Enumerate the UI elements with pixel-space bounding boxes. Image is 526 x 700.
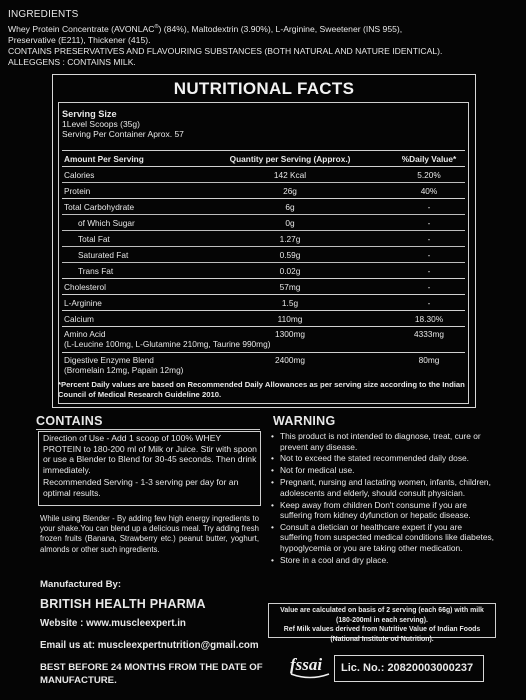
bullet-icon: • <box>271 465 274 476</box>
license-number: Lic. No.: 20820003000237 <box>341 662 474 674</box>
ingredients-line-3: CONTAINS PRESERVATIVES AND FLAVOURING SUBSTANCES (BOTH NATURAL AND NATURE IDENTICAL). <box>8 46 443 57</box>
nutrient-name: Total Carbohydrate <box>64 202 135 212</box>
warning-list <box>271 431 495 567</box>
ingredients-title: INGREDIENTS <box>8 9 79 20</box>
table-row <box>62 310 465 327</box>
table-row <box>62 198 465 215</box>
nutrient-name: L-Arginine <box>64 298 102 308</box>
bullet-icon: • <box>271 453 274 464</box>
warning-title: WARNING <box>273 414 336 428</box>
nutrient-dv: 5.20% <box>417 170 441 180</box>
header-amount: Amount Per Serving <box>64 154 144 164</box>
header-daily-value: %Daily Value* <box>401 154 457 164</box>
nutrient-dv: - <box>427 250 431 260</box>
directions-text: Direction of Use - Add 1 scoop of 100% WHEY PROTEIN to 180-200 ml of Milk or Juice. Stir with spoon or use a Blender to Blend for 30-45 seconds. Then drink immediately. <box>43 433 257 475</box>
nutrient-name: Total Fat <box>78 234 110 244</box>
nutrient-dv: 40% <box>420 186 438 196</box>
bullet-icon: • <box>271 499 274 510</box>
nutrient-qty: 1300mg <box>275 329 305 339</box>
calculation-note: Value are calculated on basis of 2 serving (each 66g) with milk (180-200ml in each serving). Ref Milk values derived from Nutritive Value of Indian Foods (National Institute od Nutrition). <box>280 607 484 643</box>
bullet-icon: • <box>271 554 274 565</box>
calculation-note-box <box>268 603 496 643</box>
nutrition-facts-title: NUTRITIONAL FACTS <box>173 79 355 98</box>
servings-per-container: Serving Per Container Aprox. 57 <box>62 129 184 140</box>
website-text: Website : www.muscleexpert.in <box>40 618 186 629</box>
nutrition-facts-panel <box>52 74 476 408</box>
nutrient-sub: (Bromelain 12mg, Papain 12mg) <box>64 365 184 375</box>
nutrient-qty: 110mg <box>277 314 303 324</box>
license-number-box <box>334 655 484 682</box>
list-item: • Pregnant, nursing and lactating women, infants, children, adolescents and elderly, should consult physician. <box>271 477 491 498</box>
nutrient-dv: 4333mg <box>414 329 444 339</box>
ingredients-line-4: ALLEGGENS : CONTAINS MILK. <box>8 57 136 68</box>
table-row <box>62 214 465 231</box>
table-row <box>62 294 465 311</box>
recommended-serving: Recommended Serving - 1-3 serving per day for an optimal results. <box>43 477 239 498</box>
nutrient-qty: 26g <box>283 186 297 196</box>
list-item: • Not for medical use. <box>271 465 355 476</box>
nutrient-sub: (L-Leucine 100mg, L-Glutamine 210mg, Taurine 990mg) <box>64 339 271 349</box>
nutrient-name: Calories <box>64 170 95 180</box>
table-row <box>62 352 465 378</box>
nutrient-qty: 0g <box>285 218 295 228</box>
table-row <box>62 262 465 279</box>
list-item: • Consult a dietician or healthcare expert if you are suffering from suspected medical conditions like diabetes, hypoglycemia or you are taking other medication. <box>271 521 494 553</box>
nutrient-dv: 18.30% <box>414 314 444 324</box>
serving-info <box>62 106 465 151</box>
list-item: • Not to exceed the stated recommended daily dose. <box>271 453 470 464</box>
table-header-row <box>62 150 465 167</box>
nutrient-name: Digestive Enzyme Blend <box>64 355 154 365</box>
email-text: Email us at: muscleexpertnutrition@gmail.com <box>40 640 259 651</box>
nutrient-dv: - <box>427 282 431 292</box>
nutrient-dv: - <box>427 202 431 212</box>
nutrient-name: Trans Fat <box>78 266 114 276</box>
nutrient-name: Cholesterol <box>64 282 106 292</box>
nutrient-name: of Which Sugar <box>78 218 135 228</box>
nutrient-qty: 6g <box>285 202 295 212</box>
nutrient-dv: - <box>427 218 431 228</box>
nutrient-qty: 142 Kcal <box>273 170 307 180</box>
bullet-icon: • <box>271 521 274 532</box>
table-row <box>62 326 465 353</box>
contains-title: CONTAINS <box>36 414 260 430</box>
serving-size: 1Level Scoops (35g) <box>62 119 140 130</box>
nutrient-qty: 1.27g <box>279 234 301 244</box>
table-row <box>62 246 465 263</box>
ingredients-text <box>8 22 518 69</box>
serving-size-label: Serving Size <box>62 109 117 119</box>
manufactured-by-label: Manufactured By: <box>40 579 122 590</box>
fssai-logo <box>289 651 331 686</box>
nutrient-dv: - <box>427 298 431 308</box>
blender-tips: While using Blender - By adding few high energy ingredients to your shake.You can blend up a delicious meal. Try adding fresh frozen fruits (Banana, Strawberry etc.) peanut butter, yoghurt, almonds or other such ingredients. <box>40 514 259 554</box>
nutrient-name: Amino Acid <box>64 329 106 339</box>
bullet-icon: • <box>271 477 274 488</box>
nutrient-name: Saturated Fat <box>78 250 129 260</box>
nutrient-dv: - <box>427 266 431 276</box>
table-row <box>62 278 465 295</box>
nutrient-qty: 1.5g <box>281 298 299 308</box>
nutrient-qty: 0.59g <box>279 250 301 260</box>
svg-text:fssai: fssai <box>290 655 323 674</box>
table-row <box>62 166 465 183</box>
header-quantity: Quantity per Serving (Approx.) <box>229 154 351 164</box>
nutrient-qty: 2400mg <box>275 355 305 365</box>
nutrient-qty: 0.02g <box>279 266 301 276</box>
company-name: BRITISH HEALTH PHARMA <box>40 597 206 611</box>
list-item: • Store in a cool and dry place. <box>271 554 389 565</box>
nutrition-facts-table <box>58 102 469 404</box>
list-item: • Keep away from children Don't consume if you are suffering from kidney dyfunction or hepatic disease. <box>271 499 471 521</box>
bullet-icon: • <box>271 431 274 441</box>
nutrient-dv: - <box>427 234 431 244</box>
directions-box <box>38 431 261 506</box>
ingredients-line-1: Whey Protein Concentrate (AVONLAC®) (84%), Maltodextrin (3.90%), L-Arginine, Sweetener (INS 955), <box>8 23 403 34</box>
nutrient-qty: 57mg <box>279 282 301 292</box>
best-before-text: BEST BEFORE 24 MONTHS FROM THE DATE OF MANUFACTURE. <box>40 662 263 686</box>
nutrient-name: Protein <box>64 186 91 196</box>
list-item: • This product is not intended to diagnose, treat, cure or prevent any disease. <box>271 431 481 452</box>
daily-value-note: *Percent Daily values are based on Recommended Daily Allowances as per serving size according to the Indian Council of Medical Research Guideline 2010. <box>58 380 465 400</box>
nutrient-name: Calcium <box>64 314 94 324</box>
table-row <box>62 182 465 199</box>
ingredients-line-2: Preservative (E211), Thickener (415). <box>8 35 151 46</box>
nutrient-dv: 80mg <box>418 355 440 365</box>
table-row <box>62 230 465 247</box>
